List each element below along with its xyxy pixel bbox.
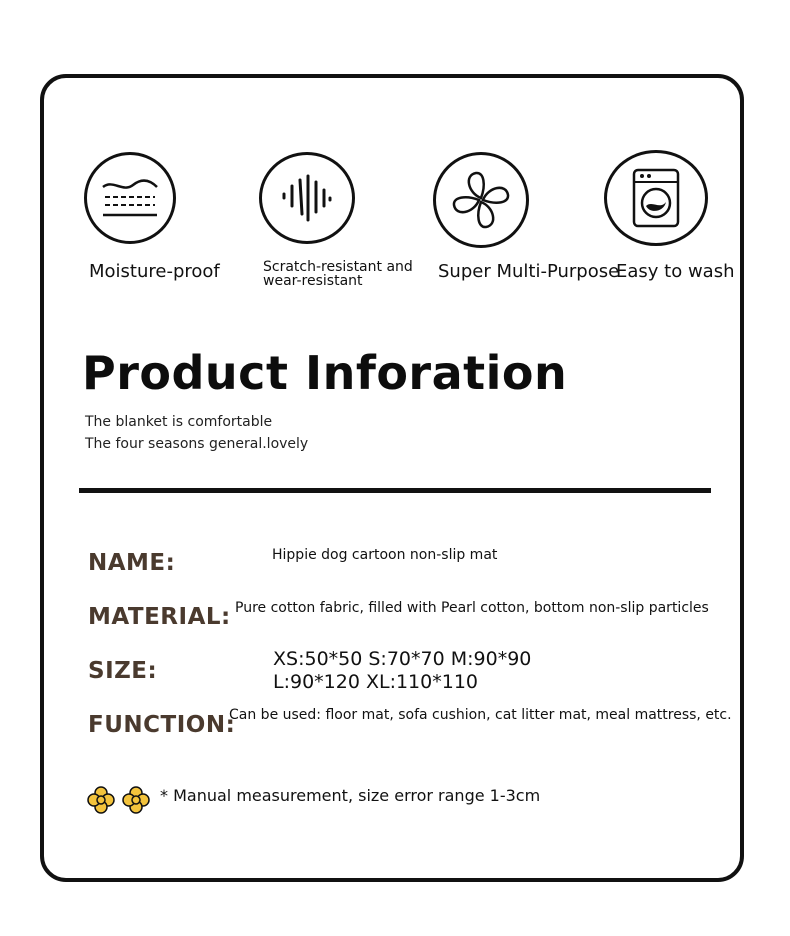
name-value: Hippie dog cartoon non-slip mat [272,547,498,563]
feature-label: Easy to wash [616,261,735,282]
scratch-lines-icon [259,152,355,244]
washing-machine-icon [604,150,708,246]
feature-label: Super Multi-Purpose [438,261,620,282]
measurement-note: * Manual measurement, size error range 1-3cm [160,786,541,805]
function-label: FUNCTION: [88,712,236,738]
feature-label: Moisture-proof [89,261,220,282]
name-label: NAME: [88,550,176,576]
page-title: Product Inforation [82,346,568,400]
wave-layers-icon [84,152,176,244]
feature-label: Scratch-resistant and wear-resistant [263,259,413,289]
material-value: Pure cotton fabric, filled with Pearl cotton, bottom non-slip particles [235,600,709,616]
subtitle-line-1: The blanket is comfortable [85,414,273,430]
subtitle-line-2: The four seasons general.lovely [85,436,309,452]
clover-icon [433,152,529,248]
size-value-line-2: L:90*120 XL:110*110 [273,671,479,693]
size-label: SIZE: [88,658,158,684]
function-value: Can be used: floor mat, sofa cushion, cat litter mat, meal mattress, etc. [229,707,732,723]
divider [79,488,711,493]
size-value-line-1: XS:50*50 S:70*70 M:90*90 [273,648,532,670]
flower-icon [122,786,150,814]
material-label: MATERIAL: [88,604,231,630]
flower-icon [87,786,115,814]
